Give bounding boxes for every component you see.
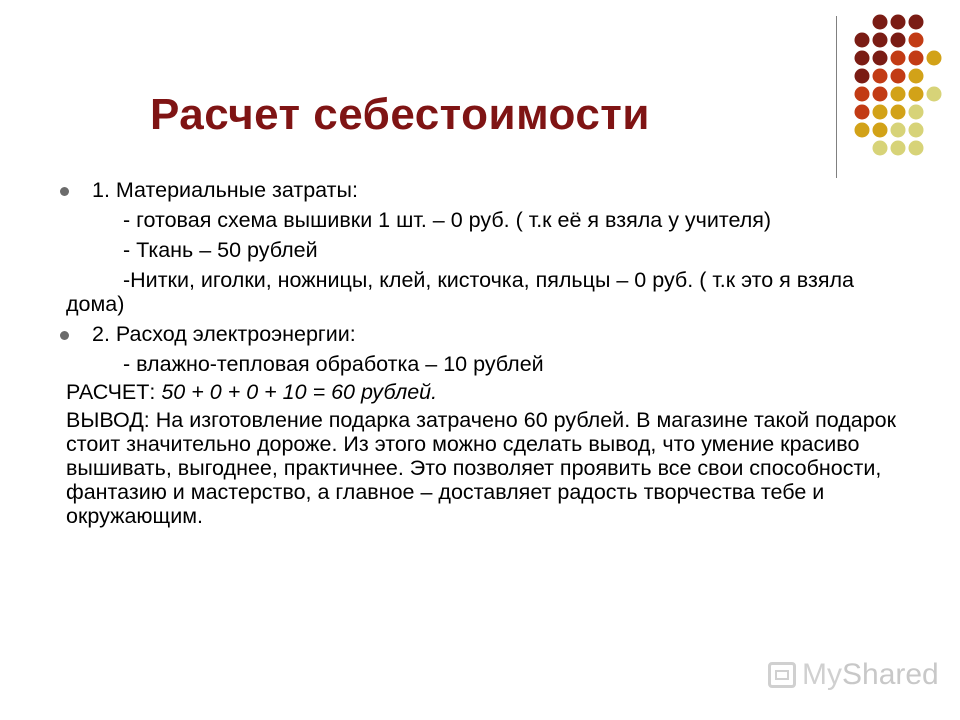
decorative-dot — [855, 105, 870, 120]
decorative-dot — [909, 33, 924, 48]
decorative-dot — [909, 141, 924, 156]
bullet-text: 2. Расход электроэнергии: — [92, 322, 356, 346]
decorative-dot — [927, 87, 942, 102]
bullet-electricity — [66, 322, 906, 346]
watermark-text — [802, 658, 939, 692]
decorative-dot — [873, 87, 888, 102]
sub-item-text: - влажно-тепловая обработка – 10 рублей — [123, 352, 544, 376]
decorative-dot — [855, 51, 870, 66]
decorative-dot — [873, 33, 888, 48]
calc-label: РАСЧЕТ: — [66, 380, 156, 404]
watermark-my: My — [802, 658, 842, 691]
sub-item-fabric — [66, 238, 906, 262]
monitor-icon — [768, 662, 796, 688]
decorative-dot — [855, 123, 870, 138]
decorative-dot — [873, 141, 888, 156]
decorative-dot — [909, 105, 924, 120]
bullet-text: 1. Материальные затраты: — [92, 178, 358, 202]
decorative-dot — [909, 123, 924, 138]
conclusion-text: ВЫВОД: На изготовление подарка затрачено 60 рублей. В магазине такой подарок стоит значительно дороже. Из этого можно сделать вывод, что умение красиво вышивать, выгоднее, практичнее. Это позволяет проявить все свои способности, фантазию и мастерство, а главное – доставляет радость творчества тебе и окружающим. — [66, 408, 897, 528]
decorative-dot — [891, 15, 906, 30]
decorative-dot — [891, 87, 906, 102]
slide-title: Расчет себестоимости — [150, 90, 650, 139]
title-divider-line — [836, 16, 837, 178]
sub-item-text: -Нитки, иголки, ножницы, клей, кисточка, пяльцы – 0 руб. ( т.к это я взяла дома) — [66, 268, 854, 316]
decorative-dot — [909, 51, 924, 66]
decorative-dot — [855, 69, 870, 84]
decorative-dot — [873, 123, 888, 138]
decorative-dot — [891, 51, 906, 66]
watermark-shared: Shared — [842, 658, 939, 691]
decorative-dot — [891, 141, 906, 156]
slide-body — [66, 178, 906, 528]
myshared-watermark — [768, 658, 939, 692]
sub-item-threads — [66, 268, 906, 316]
decorative-dot — [873, 69, 888, 84]
decorative-dot — [909, 15, 924, 30]
decorative-dot — [891, 123, 906, 138]
sub-item-heat-treatment — [66, 352, 906, 376]
decorative-dot — [873, 51, 888, 66]
decorative-dot — [891, 69, 906, 84]
decorative-dot — [909, 69, 924, 84]
sub-item-text: - Ткань – 50 рублей — [123, 238, 318, 262]
bullet-material-costs — [66, 178, 906, 202]
decorative-dot — [873, 105, 888, 120]
calc-formula: 50 + 0 + 0 + 10 = 60 рублей. — [161, 380, 438, 404]
decorative-dot — [891, 33, 906, 48]
decorative-dot — [855, 87, 870, 102]
conclusion-paragraph — [66, 408, 906, 528]
decorative-dot — [873, 15, 888, 30]
decorative-dot — [909, 87, 924, 102]
decorative-dot — [891, 105, 906, 120]
decorative-dot — [927, 51, 942, 66]
sub-item-text: - готовая схема вышивки 1 шт. – 0 руб. ( т.к её я взяла у учителя) — [123, 208, 772, 232]
decorative-dot — [855, 33, 870, 48]
sub-item-scheme — [66, 208, 906, 232]
calculation-line — [66, 380, 906, 404]
